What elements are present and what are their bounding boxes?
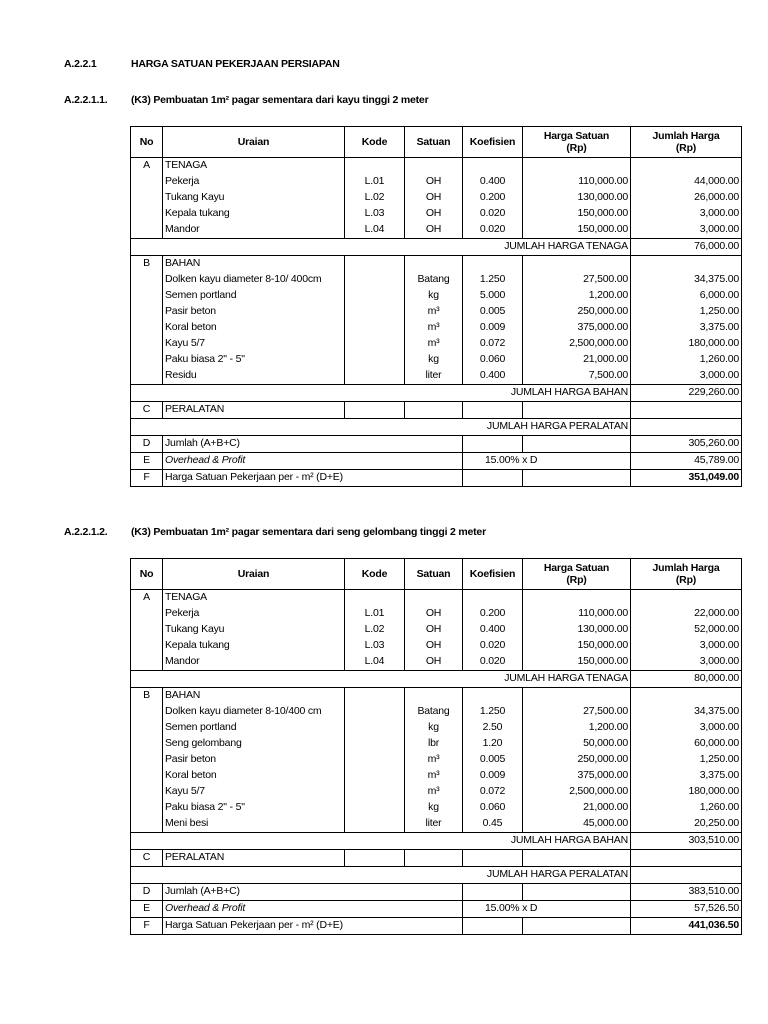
col-satuan: Satuan — [405, 127, 463, 158]
table-row: Semen portland kg 5.000 1,200.00 6,000.00 — [131, 288, 742, 304]
table-row: Dolken kayu diameter 8-10/ 400cm Batang 1.250 27,500.00 34,375.00 — [131, 272, 742, 288]
table-row: Pekerja L.01 OH 0.400 110,000.00 44,000.00 — [131, 174, 742, 190]
section-number: A.2.2.1 — [64, 58, 97, 70]
subsection-header-2 — [64, 526, 664, 540]
summary-row-e: E Overhead & Profit 15.00% x D 45,789.00 — [131, 453, 742, 470]
group-label: TENAGA — [163, 158, 345, 175]
peralatan-group — [131, 402, 742, 436]
table-row: Residu liter 0.400 7,500.00 3,000.00 — [131, 368, 742, 385]
subsection-title: (K3) Pembuatan 1m² pagar sementara dari kayu tinggi 2 meter — [131, 94, 429, 106]
summary-row-f: F Harga Satuan Pekerjaan per - m² (D+E) 441,036.50 — [131, 918, 742, 935]
table-row: Meni besi liter 0.45 45,000.00 20,250.00 — [131, 816, 742, 833]
group-label: PERALATAN — [163, 850, 345, 867]
subtotal-value: 80,000.00 — [631, 671, 742, 688]
group-label: PERALATAN — [163, 402, 345, 419]
table-row: Koral beton m³ 0.009 375,000.00 3,375.00 — [131, 320, 742, 336]
subtotal-row — [131, 833, 742, 850]
table-row: Tukang Kayu L.02 OH 0.200 130,000.00 26,000.00 — [131, 190, 742, 206]
table-row — [131, 850, 742, 867]
subtotal-value: 76,000.00 — [631, 239, 742, 256]
subtotal-row — [131, 239, 742, 256]
subtotal-label: JUMLAH HARGA PERALATAN — [463, 419, 631, 436]
col-koefisien: Koefisien — [463, 559, 523, 590]
bahan-group — [131, 256, 742, 402]
col-uraian: Uraian — [163, 127, 345, 158]
table-row: Paku biasa 2" - 5" kg 0.060 21,000.00 1,260.00 — [131, 800, 742, 816]
subtotal-row — [131, 671, 742, 688]
group-letter: B — [131, 256, 163, 273]
col-harga-satuan: Harga Satuan (Rp) — [523, 559, 631, 590]
col-kode: Kode — [345, 127, 405, 158]
col-jumlah-harga: Jumlah Harga (Rp) — [631, 127, 742, 158]
summary-group — [131, 436, 742, 487]
table-row: Kayu 5/7 m³ 0.072 2,500,000.00 180,000.00 — [131, 784, 742, 800]
table-row: Mandor L.04 OH 0.020 150,000.00 3,000.00 — [131, 222, 742, 239]
table-row: Pasir beton m³ 0.005 250,000.00 1,250.00 — [131, 752, 742, 768]
col-harga-satuan: Harga Satuan (Rp) — [523, 127, 631, 158]
section-header — [64, 58, 464, 72]
bahan-group — [131, 688, 742, 850]
table-row: Seng gelombang lbr 1.20 50,000.00 60,000.00 — [131, 736, 742, 752]
table-header-row — [131, 559, 742, 590]
summary-row-e: E Overhead & Profit 15.00% x D 57,526.50 — [131, 901, 742, 918]
table-row: Kayu 5/7 m³ 0.072 2,500,000.00 180,000.00 — [131, 336, 742, 352]
group-letter: C — [131, 402, 163, 419]
subsection-title: (K3) Pembuatan 1m² pagar sementara dari seng gelombang tinggi 2 meter — [131, 526, 486, 538]
table-row — [131, 256, 742, 273]
group-label: BAHAN — [163, 256, 345, 273]
table-row — [131, 590, 742, 607]
table-row: Paku biasa 2" - 5" kg 0.060 21,000.00 1,260.00 — [131, 352, 742, 368]
table-row: Mandor L.04 OH 0.020 150,000.00 3,000.00 — [131, 654, 742, 671]
table-row — [131, 158, 742, 175]
summary-row-f: F Harga Satuan Pekerjaan per - m² (D+E) 351,049.00 — [131, 470, 742, 487]
summary-group — [131, 884, 742, 935]
price-table-2 — [130, 558, 742, 935]
table-row: Koral beton m³ 0.009 375,000.00 3,375.00 — [131, 768, 742, 784]
subsection-number: A.2.2.1.2. — [64, 526, 108, 538]
col-kode: Kode — [345, 559, 405, 590]
col-no: No — [131, 127, 163, 158]
subtotal-value: 229,260.00 — [631, 385, 742, 402]
group-letter: A — [131, 590, 163, 607]
col-satuan: Satuan — [405, 559, 463, 590]
table-row: Pekerja L.01 OH 0.200 110,000.00 22,000.00 — [131, 606, 742, 622]
table-header-row — [131, 127, 742, 158]
subtotal-label: JUMLAH HARGA TENAGA — [463, 239, 631, 256]
subtotal-row — [131, 385, 742, 402]
subtotal-label: JUMLAH HARGA TENAGA — [463, 671, 631, 688]
peralatan-group — [131, 850, 742, 884]
table-row — [131, 402, 742, 419]
table-row: Semen portland kg 2.50 1,200.00 3,000.00 — [131, 720, 742, 736]
group-letter: C — [131, 850, 163, 867]
summary-row-d: D Jumlah (A+B+C) 383,510.00 — [131, 884, 742, 901]
table-row: Pasir beton m³ 0.005 250,000.00 1,250.00 — [131, 304, 742, 320]
subsection-number: A.2.2.1.1. — [64, 94, 108, 106]
group-label: TENAGA — [163, 590, 345, 607]
subtotal-label: JUMLAH HARGA PERALATAN — [463, 867, 631, 884]
group-letter: A — [131, 158, 163, 175]
col-koefisien: Koefisien — [463, 127, 523, 158]
section-title: HARGA SATUAN PEKERJAAN PERSIAPAN — [131, 58, 340, 70]
subtotal-row — [131, 867, 742, 884]
subtotal-label: JUMLAH HARGA BAHAN — [463, 833, 631, 850]
table-row: Dolken kayu diameter 8-10/400 cm Batang 1.250 27,500.00 34,375.00 — [131, 704, 742, 720]
subtotal-row — [131, 419, 742, 436]
subsection-header-1 — [64, 94, 664, 108]
subtotal-label: JUMLAH HARGA BAHAN — [463, 385, 631, 402]
table-row: Kepala tukang L.03 OH 0.020 150,000.00 3,000.00 — [131, 638, 742, 654]
price-table-1 — [130, 126, 742, 487]
table-row: Kepala tukang L.03 OH 0.020 150,000.00 3,000.00 — [131, 206, 742, 222]
col-no: No — [131, 559, 163, 590]
col-jumlah-harga: Jumlah Harga (Rp) — [631, 559, 742, 590]
tenaga-group — [131, 590, 742, 688]
group-label: BAHAN — [163, 688, 345, 705]
table-row — [131, 688, 742, 705]
tenaga-group — [131, 158, 742, 256]
subtotal-value: 303,510.00 — [631, 833, 742, 850]
col-uraian: Uraian — [163, 559, 345, 590]
group-letter: B — [131, 688, 163, 705]
table-row: Tukang Kayu L.02 OH 0.400 130,000.00 52,000.00 — [131, 622, 742, 638]
summary-row-d: D Jumlah (A+B+C) 305,260.00 — [131, 436, 742, 453]
